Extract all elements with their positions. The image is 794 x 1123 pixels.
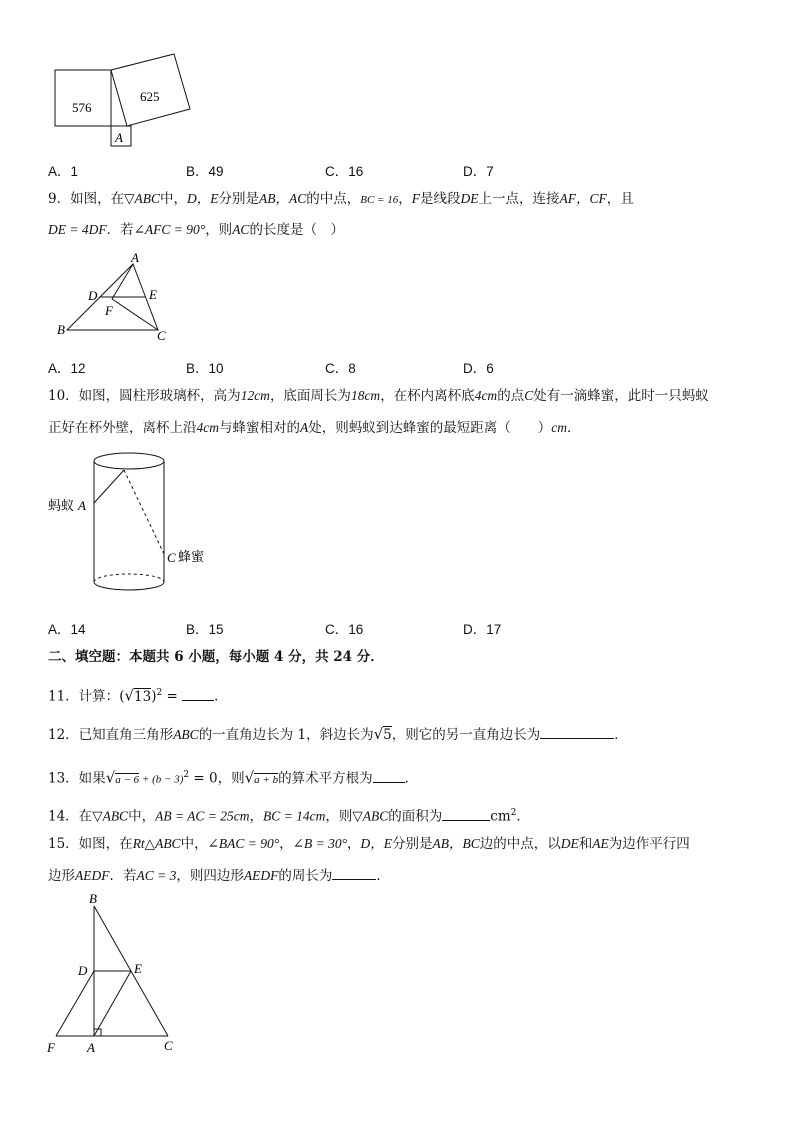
q12: 12．已知直角三角形ABC的一直角边长为 1，斜边长为√5，则它的另一直角边长为 ． (48, 725, 628, 743)
svg-text:C: C (157, 328, 166, 343)
svg-text:E: E (134, 961, 142, 976)
q15-line2: 边形AEDF．若AC = 3，则四边形AEDF的周长为 ． (48, 865, 390, 886)
q8-option-b[interactable]: B．49 (186, 164, 224, 179)
q10-cylinder-figure (44, 448, 224, 604)
q10-option-a[interactable]: A．14 (48, 622, 86, 637)
q9-line2: DE = 4DF．若∠AFC = 90°，则AC的长度是（ ） (48, 222, 344, 238)
q8-option-d[interactable]: D．7 (463, 164, 494, 179)
q14: 14．在▽ABC中，AB = AC = 25cm，BC = 14cm，则▽ABC的面积为 $cm^2$． (48, 803, 530, 827)
svg-text:E: E (149, 287, 157, 302)
svg-text:A: A (131, 252, 139, 265)
q13-answer-blank[interactable] (373, 768, 405, 783)
svg-text:D: D (88, 288, 98, 303)
q9-triangle-figure (55, 252, 175, 344)
svg-text:F: F (105, 303, 113, 318)
section2-heading: 二、填空题：本题共 6 小题，每小题 4 分，共 24 分． (48, 649, 384, 665)
q10-option-c[interactable]: C．16 (325, 622, 364, 637)
q15-answer-blank[interactable] (332, 865, 376, 880)
q9-option-a[interactable]: A．12 (48, 361, 86, 376)
q12-answer-blank[interactable] (540, 724, 614, 739)
svg-text:蚂蚁: 蚂蚁 (48, 499, 75, 514)
q8-option-c[interactable]: C．16 (325, 164, 364, 179)
q11-answer-blank[interactable] (182, 686, 214, 701)
svg-text:F: F (47, 1040, 55, 1055)
svg-text:B: B (57, 322, 65, 337)
q9-option-d[interactable]: D．6 (463, 361, 494, 376)
svg-text:C: C (167, 550, 176, 565)
q9-line1: 9．如图，在▽ABC中，D，E分别是AB，AC的中点，BC = 16，F是线段DE上一点，连接AF，CF，且 (48, 191, 634, 207)
svg-text:A: A (78, 498, 86, 513)
label-a-small: A (115, 130, 123, 145)
q9-option-b[interactable]: B．10 (186, 361, 224, 376)
q15-line1: 15．如图，在Rt△ABC中，∠BAC = 90°，∠B = 30°，D，E分别是AB，BC边的中点，以DE和AE为边作平行四 (48, 836, 690, 852)
q15-triangle-figure (42, 890, 192, 1060)
q8-option-a[interactable]: A．1 (48, 164, 79, 179)
q10-option-d[interactable]: D．17 (463, 622, 502, 637)
q8-squares-figure (50, 52, 200, 152)
q11: 11．计算：$(√13)^2$ = ． (48, 686, 228, 705)
q13: 13．如果$√a - 6 + (b - 3)^2 = 0$，则√a + b的算术平方根为 ． (48, 768, 419, 787)
q10-line1: 10．如图，圆柱形玻璃杯，高为12cm，底面周长为18cm，在杯内离杯底4cm的点C处有一滴蜂蜜，此时一只蚂蚁 (48, 388, 709, 404)
q10-line2: 正好在杯外壁，离杯上沿4cm与蜂蜜相对的A处，则蚂蚁到达蜂蜜的最短距离（ ）cm． (48, 420, 581, 436)
svg-text:D: D (78, 963, 88, 978)
square-576 (55, 70, 111, 126)
svg-text:蜂蜜: 蜂蜜 (178, 550, 205, 565)
label-576: 576 (72, 100, 92, 115)
label-625: 625 (140, 89, 160, 104)
q9-option-c[interactable]: C．8 (325, 361, 356, 376)
q10-option-b[interactable]: B．15 (186, 622, 224, 637)
svg-text:B: B (89, 891, 97, 906)
svg-text:C: C (164, 1038, 173, 1053)
q14-answer-blank[interactable] (442, 806, 490, 821)
svg-text:A: A (87, 1040, 95, 1055)
